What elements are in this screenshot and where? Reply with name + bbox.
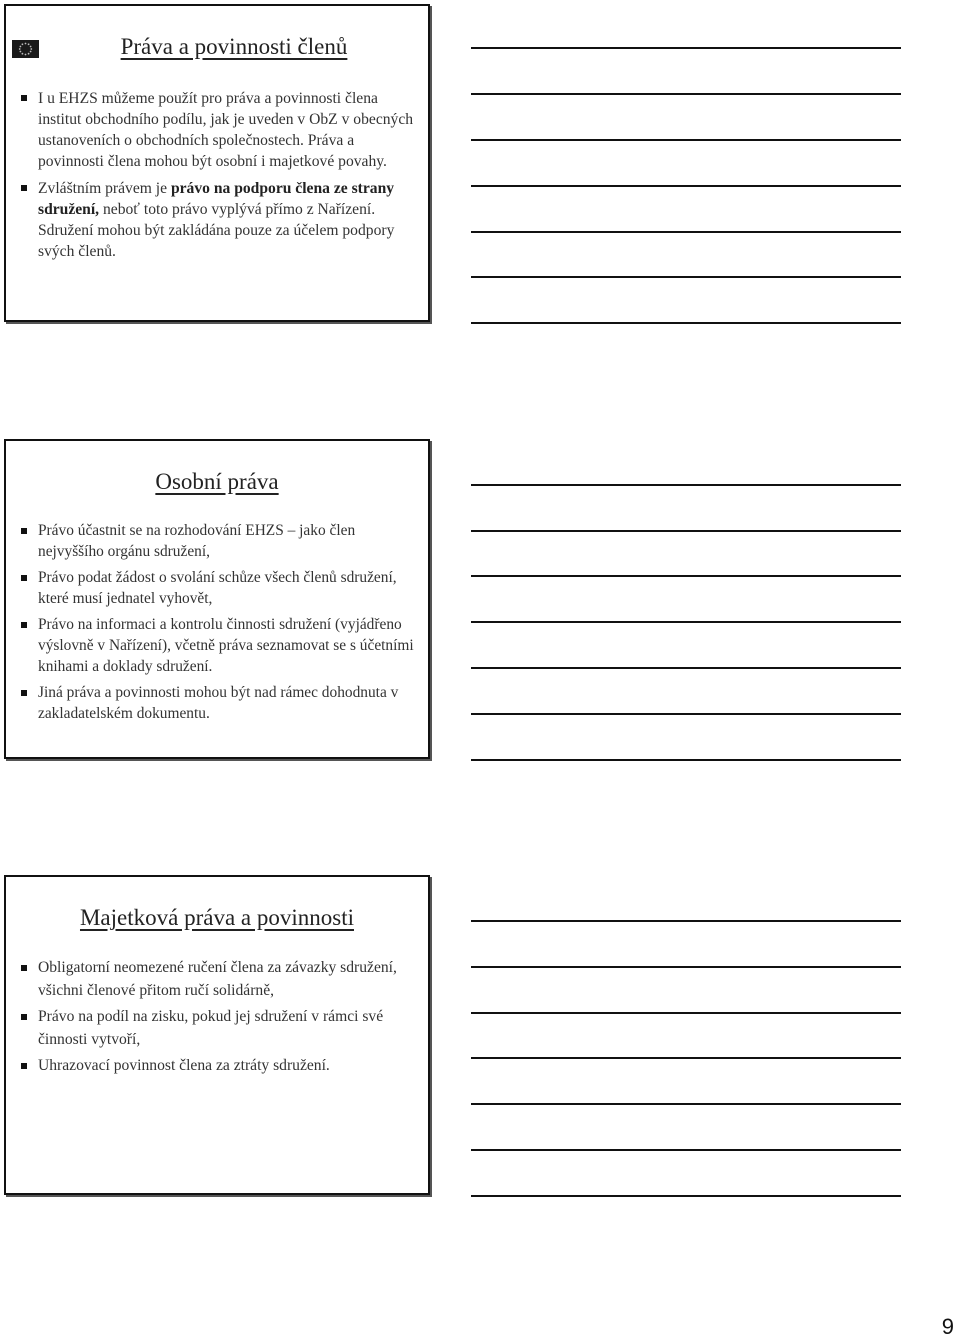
slide-2 <box>4 439 430 759</box>
note-line <box>471 322 901 324</box>
square-bullet-icon <box>21 622 27 628</box>
note-line <box>471 231 901 233</box>
slide-3-title: Majetková práva a povinnosti <box>79 905 354 930</box>
note-line <box>471 621 901 623</box>
note-line <box>471 713 901 715</box>
list-item <box>6 1006 428 1051</box>
slide-1-bullet-list <box>6 88 428 268</box>
bullet-text: Jiná práva a povinnosti mohou být nad rámec dohodnuta v zakladatelském dokumentu. <box>38 684 399 722</box>
note-line <box>471 1195 901 1197</box>
slide-3 <box>4 875 430 1195</box>
list-item <box>6 615 428 677</box>
square-bullet-icon <box>21 185 27 191</box>
note-line <box>471 276 901 278</box>
bullet-text: Právo na informaci a kontrolu činnosti sdružení (vyjádřeno výslovně v Nařízení), včetně práva seznamovat se s účetními knihami a doklady sdružení. <box>38 616 414 675</box>
note-line <box>471 139 901 141</box>
slide-1-title: Práva a povinnosti členů <box>120 34 348 59</box>
list-item <box>6 88 428 172</box>
list-item <box>6 568 428 609</box>
bullet-text: Uhrazovací povinnost člena za ztráty sdružení. <box>38 1057 330 1075</box>
square-bullet-icon <box>21 575 27 581</box>
square-bullet-icon <box>21 528 27 534</box>
slide-2-title: Osobní práva <box>155 469 279 494</box>
square-bullet-icon <box>21 95 27 101</box>
note-line <box>471 93 901 95</box>
note-line <box>471 575 901 577</box>
square-bullet-icon <box>21 965 27 971</box>
bullet-text: Právo na podíl na zisku, pokud jej sdružení v rámci své činnosti vytvoří, <box>38 1008 384 1048</box>
page-number: 9 <box>941 1314 954 1339</box>
bullet-text-lead: Zvláštním právem je <box>38 180 171 197</box>
eu-flag-icon <box>12 40 39 58</box>
note-line <box>471 185 901 187</box>
note-line <box>471 759 901 761</box>
square-bullet-icon <box>21 690 27 696</box>
list-item <box>6 521 428 562</box>
square-bullet-icon <box>21 1014 27 1020</box>
bullet-text: Právo účastnit se na rozhodování EHZS – jako člen nejvyššího orgánu sdružení, <box>38 522 356 560</box>
bullet-text-tail: neboť toto právo vyplývá přímo z Nařízení. Sdružení mohou být zakládána pouze za účelem podpory svých členů. <box>38 201 395 260</box>
bullet-text-bold: právo na podporu člena ze strany sdružení, <box>38 180 395 218</box>
note-line <box>471 1149 901 1151</box>
bullet-text: Právo podat žádost o svolání schůze všech členů sdružení, které musí jednatel vyhovět, <box>38 569 397 607</box>
list-item <box>6 178 428 262</box>
note-line <box>471 1103 901 1105</box>
note-line <box>471 920 901 922</box>
slide-1 <box>4 4 430 322</box>
square-bullet-icon <box>21 1063 27 1069</box>
note-line <box>471 47 901 49</box>
slide-3-bullet-list <box>6 957 428 1082</box>
note-line <box>471 530 901 532</box>
note-line <box>471 1057 901 1059</box>
list-item <box>6 1055 428 1078</box>
bullet-text: I u EHZS můžeme použít pro práva a povinnosti člena institut obchodního podílu, jak je uveden v ObZ v obecných ustanoveních o obchodních společnostech. Práva a povinnosti člena mohou být osobní i majetkové povahy. <box>38 90 414 170</box>
note-line <box>471 667 901 669</box>
note-line <box>471 484 901 486</box>
list-item <box>6 957 428 1002</box>
note-line <box>471 966 901 968</box>
note-line <box>471 1012 901 1014</box>
list-item <box>6 683 428 724</box>
slide-2-bullet-list <box>6 521 428 730</box>
bullet-text: Obligatorní neomezené ručení člena za závazky sdružení, všichni členové přitom ručí solidárně, <box>38 959 397 999</box>
